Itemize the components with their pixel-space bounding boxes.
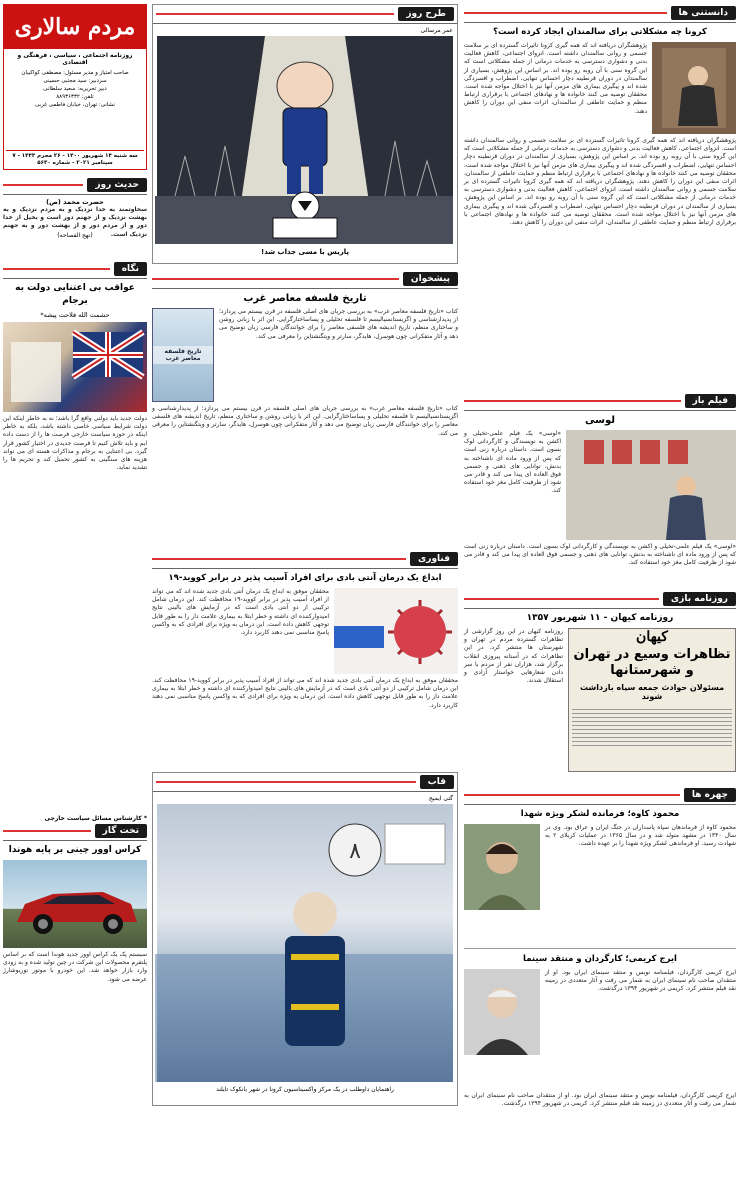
face1-title: محمود کاوه؛ فرمانده لشکر ویژه شهدا	[520, 809, 680, 819]
face1-photo	[464, 824, 540, 910]
tech-header: فناوری	[410, 552, 458, 566]
book-body: کتاب «تاریخ فلسفه معاصر غرب» به بررسی جریان های اصلی فلسفه در قرن بیستم می پردازد؛ از پدیدارشناسی و اگزیستانسیالیسم تا فلسفه تحلیلی و پساساختارگرایی. این اثر با زبانی روشن و ساختاری منظم، تاریخ اندیشه های فلسفی معاصر را برای خوانندگان فارسی زبان توضیح می دهد و آثار متفکرانی چون هوسرل، هایدگر، سارتر و ویتگنشتاین را معرفی می کند.	[219, 308, 458, 340]
archive-newspaper-sub: مسئولان حوادث جمعه سیاه بازداشت شوند	[579, 683, 725, 701]
hadith-header: حدیث روز	[87, 178, 147, 192]
cartoon-credit: عمر مرسالی	[420, 27, 453, 34]
book-section	[152, 270, 458, 546]
archive-title: روزنامه کیهان - ۱۱ شهریور ۱۳۵۷	[526, 613, 674, 623]
face2-title: ایرج کریمی؛ کارگردان و منتقد سینما	[523, 954, 677, 964]
film-title: لوسی	[585, 415, 615, 426]
film-header: فیلم باز	[685, 394, 736, 408]
elderly-woman-illustration	[652, 42, 736, 134]
book-body-continued: کتاب «تاریخ فلسفه معاصر غرب» به بررسی جریان های اصلی فلسفه در قرن بیستم می پردازد؛ از پدیدارشناسی و اگزیستانسیالیسم تا فلسفه تحلیلی و پساساختارگرایی. این اثر با زبانی روشن و ساختاری منظم، تاریخ اندیشه های فلسفی معاصر را برای خوانندگان فارسی زبان توضیح می دهد و آثار متفکرانی چون هوسرل، هایدگر، سارتر و ویتگنشتاین را معرفی می کند.	[152, 405, 458, 437]
masthead-issue: سه شنبه ۱۴ شهریور ۱۴۰۰ - ۲۶ محرم ۱۴۴۳ - ۷ سپتامبر ۲۰۲۱ - شماره ۵۶۳۰	[6, 150, 144, 167]
science-body-continued: پژوهشگران دریافته اند که همه گیری کرونا تاثیرات گسترده ای بر سلامت جسمی و روانی سالمندان داشته است. انزوای اجتماعی، کاهش فعالیت بدنی و دشواری دسترسی به خدمات درمانی از جمله مشکلاتی است که این گروه سنی با آن روبه رو بوده اند. بر اساس این پژوهش، بسیاری از سالمندان در دوران قرنطینه دچار احساس تنهایی، اضطراب و افسردگی شده اند و پیگیری بیماری های مزمن آنها نیز با اختلال مواجه شده است. محققان توصیه می کنند خانواده ها و نهادهای اجتماعی با برقراری ارتباط منظم و حمایت عاطفی از سالمندان، اثرات منفی این دوران را کاهش دهند. پژوهشگران دریافته اند که همه گیری کرونا تاثیرات گسترده ای بر سلامت جسمی و روانی سالمندان داشته است. انزوای اجتماعی، کاهش فعالیت بدنی و دشواری دسترسی به خدمات درمانی از جمله مشکلاتی است که این گروه سنی با آن روبه رو بوده اند. بر اساس این پژوهش، بسیاری از سالمندان در دوران قرنطینه دچار احساس تنهایی، اضطراب و افسردگی شده اند و پیگیری بیماری های مزمن آنها نیز با اختلال مواجه شده است. محققان توصیه می کنند خانواده ها و نهادهای اجتماعی با برقراری ارتباط منظم و حمایت عاطفی از سالمندان، اثرات منفی این دوران را کاهش دهند.	[464, 137, 736, 227]
car-illustration	[3, 860, 147, 948]
masthead-logo: مردم سالاری	[4, 5, 146, 49]
archive-section	[464, 590, 736, 782]
opinion-title: عواقب بی اعتنایی دولت به برجام	[15, 283, 135, 306]
car-section	[3, 822, 147, 1152]
cartoon-illustration	[155, 36, 453, 244]
masthead	[3, 4, 147, 170]
tech-section	[152, 550, 458, 768]
science-body: پژوهشگران دریافته اند که همه گیری کرونا تاثیرات گسترده ای بر سلامت جسمی و روانی سالمندان داشته است. انزوای اجتماعی، کاهش فعالیت بدنی و دشواری دسترسی به خدمات درمانی از جمله مشکلاتی است که این گروه سنی با آن روبه رو بوده اند. بر اساس این پژوهش، بسیاری از سالمندان در دوران قرنطینه دچار احساس تنهایی، اضطراب و افسردگی شده اند و پیگیری بیماری های مزمن آنها نیز با اختلال مواجه شده است. محققان توصیه می کنند خانواده ها و نهادهای اجتماعی با برقراری ارتباط منظم و حمایت عاطفی از سالمندان، اثرات منفی این دوران را کاهش دهند.	[464, 42, 647, 115]
photo-credit: گتی ایمیج	[428, 795, 453, 802]
face2-body: ایرج کریمی کارگردان، فیلمنامه نویس و منتقد سینمای ایران بود. او از منتقدان صاحب نام سینمای ایران به شمار می رفت و آثار متعددی در زمینه نقد فیلم منتشر کرد. کریمی در شهریور ۱۳۹۴ درگذشت.	[545, 969, 736, 993]
film-still-illustration	[566, 430, 736, 540]
opinion-photo	[3, 322, 147, 412]
face1-body: محمود کاوه از فرماندهان سپاه پاسداران در جنگ ایران و عراق بود. وی در سال ۱۳۴۰ در مشهد متولد شد و در سال ۱۳۶۵ در عملیات کربلای ۲ به شهادت رسید. او فرماندهی لشکر ویژه شهدا را بر عهده داشت.	[545, 824, 736, 848]
book-title: تاریخ فلسفه معاصر غرب	[243, 293, 367, 304]
face2-photo	[464, 969, 540, 1055]
science-title: کرونا چه مشکلاتی برای سالمندان ایجاد کرده است؟	[493, 27, 707, 37]
right-column	[464, 4, 736, 1194]
archive-header: روزنامه بازی	[663, 592, 736, 606]
archive-body: روزنامه کیهان در این روز گزارشی از تظاهرات گسترده مردم در تهران و شهرستان ها منتشر کرد. در این تظاهرات که در آستانه پیروزی انقلاب برگزار شد، هزاران نفر از مردم با سر دادن شعارهایی خواستار آزادی و استقلال شدند.	[464, 628, 563, 685]
photo-header: قاب	[420, 775, 454, 789]
opinion-header: نگاه	[114, 262, 147, 276]
cartoon-image	[157, 36, 453, 244]
portrait-2-illustration	[464, 969, 540, 1055]
photo-section	[152, 772, 458, 1106]
archive-newspaper-headline: تظاهرات وسیع در تهران و شهرستانها	[573, 647, 731, 678]
hadith-author: حضرت محمد (ص)	[46, 198, 104, 206]
faces-header: چهره ها	[684, 788, 736, 802]
car-header: تخت گاز	[95, 824, 147, 838]
film-body-continued: «لوسی» یک فیلم علمی-تخیلی و اکشن به نویسندگی و کارگردانی لوک بسون است. داستان درباره زنی است که پس از ورود ماده ای ناشناخته به بدنش، توانایی های ذهنی و جسمی فوق العاده ای پیدا می کند و قادر می شود از ظرفیت کامل مغز خود استفاده کند.	[464, 543, 736, 567]
archive-newspaper	[568, 628, 736, 772]
car-body: سیستم پک یک کراس اوور جدید هوندا است که بر اساس پلتفرم محصولات این شرکت در چین تولید شده و به زودی وارد بازار خواهد شد. این خودرو با موتور توربوشارژ عرضه می شود.	[3, 951, 147, 983]
photo-caption: راهنمایان داوطلب در یک مرکز واکسیناسیون کرونا در شهر بانکوک تایلند	[216, 1086, 394, 1093]
faces-section	[464, 786, 736, 1194]
film-photo	[566, 430, 736, 540]
cartoon-caption: پاریس با مسی جذاب شد!	[261, 248, 349, 256]
hadith-source: (نهج الفصاحه)	[57, 232, 93, 239]
opinion-body: دولت جدید باید دولتی واقع گرا باشد؛ نه به خاطر اینکه این دولت شرایط سیاسی خاصی داشته باشد، بلکه به خاطر اینکه در حوزه سیاست خارجی فرصت ها را از دست داده ایم و باید تلاش کنیم تا فرصت جدیدی در اختیار کشور قرار گیرد. بی اعتنایی به برجام و مذاکرات هسته ای می تواند هزینه های سنگینی به کشور تحمیل کند و تحریم ها را تشدید نماید.	[3, 415, 147, 472]
virus-illustration	[334, 588, 458, 674]
face2-body-continued: ایرج کریمی کارگردان، فیلمنامه نویس و منتقد سینمای ایران بود. او از منتقدان صاحب نام سینمای ایران به شمار می رفت و آثار متعددی در زمینه نقد فیلم منتشر کرد. کریمی در شهریور ۱۳۹۴ درگذشت.	[464, 1092, 736, 1108]
vaccination-illustration	[155, 804, 453, 1082]
photo-image	[157, 804, 453, 1082]
book-cover	[152, 308, 214, 402]
hadith-text: سخاوتمند به خدا نزدیک و به مردم نزدیک و به بهشت نزدیک و از جهنم دور است و بخیل از خدا دور و از مردم دور و از بهشت دور و به جهنم نزدیک است.	[3, 206, 147, 238]
tech-title: ابداع یک درمان آنتی بادی برای افراد آسیب پذیر در برابر کووید-۱۹	[168, 573, 442, 583]
tech-photo	[334, 588, 458, 674]
middle-column	[152, 4, 458, 1106]
science-photo	[652, 42, 736, 134]
book-cover-title: تاریخ فلسفه معاصر غرب	[153, 346, 213, 364]
cartoon-section	[152, 4, 458, 264]
book-header: پیشخوان	[403, 272, 458, 286]
science-header: دانستنی ها	[671, 6, 736, 20]
tech-body-continued: محققان موفق به ابداع یک درمان آنتی بادی جدید شده اند که می تواند از افراد آسیب پذیر در برابر کووید-۱۹ محافظت کند. این درمان شامل ترکیبی از دو آنتی بادی است که در آزمایش های بالینی نتایج امیدوارکننده ای داشته و خطر ابتلا به بیماری علامت دار را به طور قابل توجهی کاهش داده است. این درمان به ویژه برای افرادی که به واکسن پاسخ مناسبی نمی دهند کاربرد دارد.	[152, 677, 458, 709]
opinion-footer: * کارشناس مسائل سیاست خارجی	[44, 815, 147, 822]
opinion-author: حشمت الله فلاحت پیشه*	[40, 311, 110, 319]
cartoon-header: طرح روز	[398, 7, 454, 21]
science-section	[464, 4, 736, 388]
masthead-info: صاحب امتیاز و مدیر مسئول: مصطفی کواکبیان سردبیر: سید مجتبی حسینی دبیر تحریریه: سعید سلطانی تلفن: ۸۸۹۳۶۳۳۲ نشانی: تهران، خیابان فاطمی غربی	[21, 70, 129, 108]
masthead-tagline: روزنامه اجتماعی ، سیاسی ، فرهنگی و اقتصادی	[17, 52, 133, 66]
hadith-section	[3, 176, 147, 258]
tech-body: محققان موفق به ابداع یک درمان آنتی بادی جدید شده اند که می تواند از افراد آسیب پذیر در برابر کووید-۱۹ محافظت کند. این درمان شامل ترکیبی از دو آنتی بادی است که در آزمایش های بالینی نتایج امیدوارکننده ای داشته و خطر ابتلا به بیماری علامت دار را به طور قابل توجهی کاهش داده است. این درمان به ویژه برای افرادی که به واکسن پاسخ مناسبی نمی دهند کاربرد دارد.	[152, 588, 329, 637]
left-column	[3, 4, 147, 1152]
archive-newspaper-name: کیهان	[636, 629, 668, 645]
photo-sign-number: ۸	[349, 839, 361, 864]
car-title: کراس اوور چینی بر پایه هوندا	[8, 845, 142, 855]
film-body: «لوسی» یک فیلم علمی-تخیلی و اکشن به نویسندگی و کارگردانی لوک بسون است. داستان درباره زنی است که پس از ورود ماده ای ناشناخته به بدنش، توانایی های ذهنی و جسمی فوق العاده ای پیدا می کند و قادر می شود از ظرفیت کامل مغز خود استفاده کند.	[464, 430, 561, 495]
portrait-1-illustration	[464, 824, 540, 910]
film-section	[464, 392, 736, 586]
car-photo	[3, 860, 147, 948]
opinion-section	[3, 260, 147, 820]
flag-illustration	[3, 322, 147, 412]
